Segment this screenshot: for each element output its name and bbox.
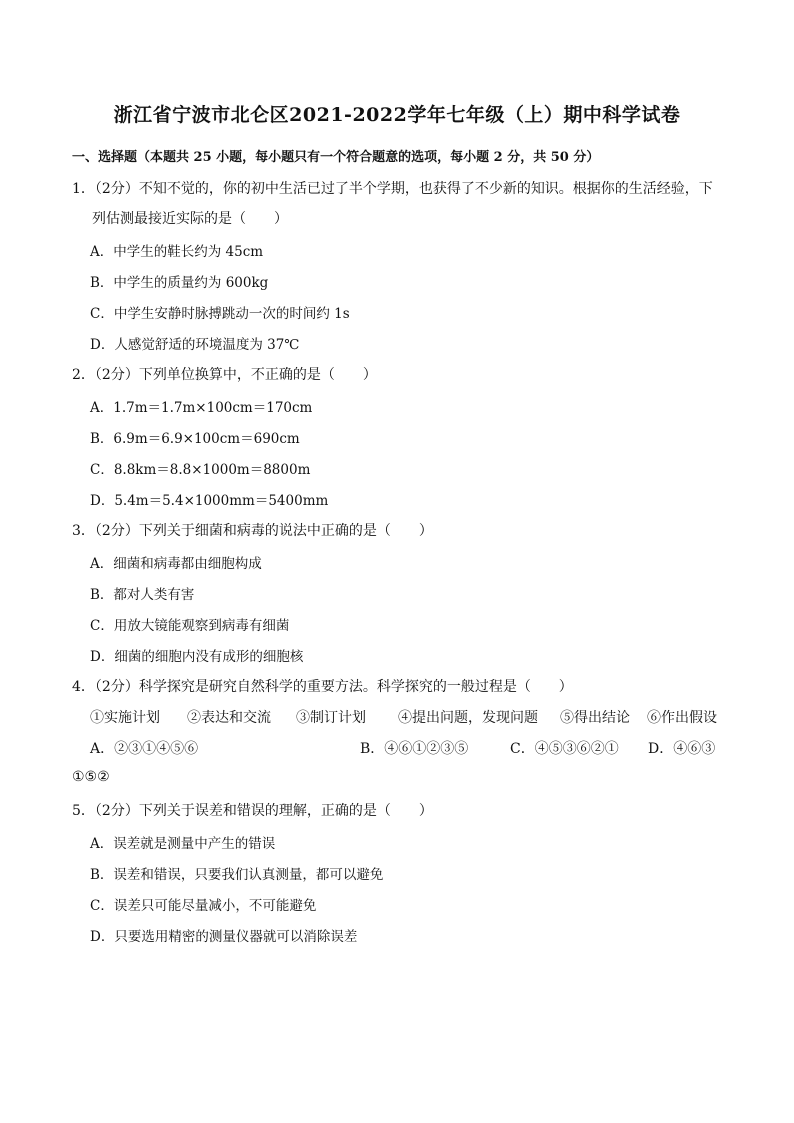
question-2-option-c[interactable]: C．8.8km＝8.8×1000m＝8800m bbox=[90, 462, 311, 478]
exam-title: 浙江省宁波市北仑区2021-2022学年七年级（上）期中科学试卷 bbox=[113, 104, 681, 126]
question-1-option-a[interactable]: A．中学生的鞋长约为 45cm bbox=[90, 244, 264, 260]
question-4-stem: 4．（2分）科学探究是研究自然科学的重要方法。科学探究的一般过程是（ ） bbox=[72, 679, 573, 695]
question-3-option-a[interactable]: A．细菌和病毒都由细胞构成 bbox=[90, 556, 262, 572]
question-4-step-6: ⑥作出假设 bbox=[647, 710, 717, 726]
question-4-step-1: ①实施计划 bbox=[90, 710, 160, 726]
question-1-stem-cont: 列估测最接近实际的是（ ） bbox=[92, 211, 288, 227]
question-3-option-c[interactable]: C．用放大镜能观察到病毒有细菌 bbox=[90, 618, 290, 634]
question-4-option-a[interactable]: A．②③①④⑤⑥ bbox=[90, 741, 199, 757]
question-2-option-a[interactable]: A．1.7m＝1.7m×100cm＝170cm bbox=[90, 400, 313, 416]
question-4-option-d[interactable]: D．④⑥③ bbox=[648, 741, 716, 757]
question-3-option-d[interactable]: D．细菌的细胞内没有成形的细胞核 bbox=[90, 649, 304, 665]
question-4-step-5: ⑤得出结论 bbox=[560, 710, 630, 726]
question-4-option-c[interactable]: C．④⑤③⑥②① bbox=[510, 741, 619, 757]
question-4-step-2: ②表达和交流 bbox=[187, 710, 271, 726]
question-1-stem: 1．（2分）不知不觉的，你的初中生活已过了半个学期，也获得了不少新的知识。根据你的生活经验，下 bbox=[72, 181, 713, 197]
question-1-option-d[interactable]: D．人感觉舒适的环境温度为 37℃ bbox=[90, 337, 300, 353]
question-5-option-a[interactable]: A．误差就是测量中产生的错误 bbox=[90, 836, 276, 852]
question-3-option-b[interactable]: B．都对人类有害 bbox=[90, 587, 195, 603]
question-2-option-b[interactable]: B．6.9m＝6.9×100cm＝690cm bbox=[90, 431, 300, 447]
question-5-option-c[interactable]: C．误差只可能尽量减小，不可能避免 bbox=[90, 898, 317, 914]
question-4-option-d-wrap: ①⑤② bbox=[72, 769, 110, 785]
question-2-option-d[interactable]: D．5.4m＝5.4×1000mm＝5400mm bbox=[90, 493, 329, 509]
question-4-option-b[interactable]: B．④⑥①②③⑤ bbox=[360, 741, 469, 757]
question-3-stem: 3．（2分）下列关于细菌和病毒的说法中正确的是（ ） bbox=[72, 523, 433, 539]
question-4-step-4: ④提出问题，发现问题 bbox=[398, 710, 538, 726]
question-1-option-b[interactable]: B．中学生的质量约为 600kg bbox=[90, 275, 269, 291]
question-4-step-3: ③制订计划 bbox=[296, 710, 366, 726]
question-1-option-c[interactable]: C．中学生安静时脉搏跳动一次的时间约 1s bbox=[90, 306, 350, 322]
question-5-stem: 5．（2分）下列关于误差和错误的理解，正确的是（ ） bbox=[72, 803, 433, 819]
question-5-option-d[interactable]: D．只要选用精密的测量仪器就可以消除误差 bbox=[90, 929, 358, 945]
question-2-stem: 2．（2分）下列单位换算中，不正确的是（ ） bbox=[72, 367, 377, 383]
question-5-option-b[interactable]: B．误差和错误，只要我们认真测量，都可以避免 bbox=[90, 867, 384, 883]
section-heading: 一、选择题（本题共 25 小题，每小题只有一个符合题意的选项，每小题 2 分，共 50 分） bbox=[72, 150, 600, 165]
